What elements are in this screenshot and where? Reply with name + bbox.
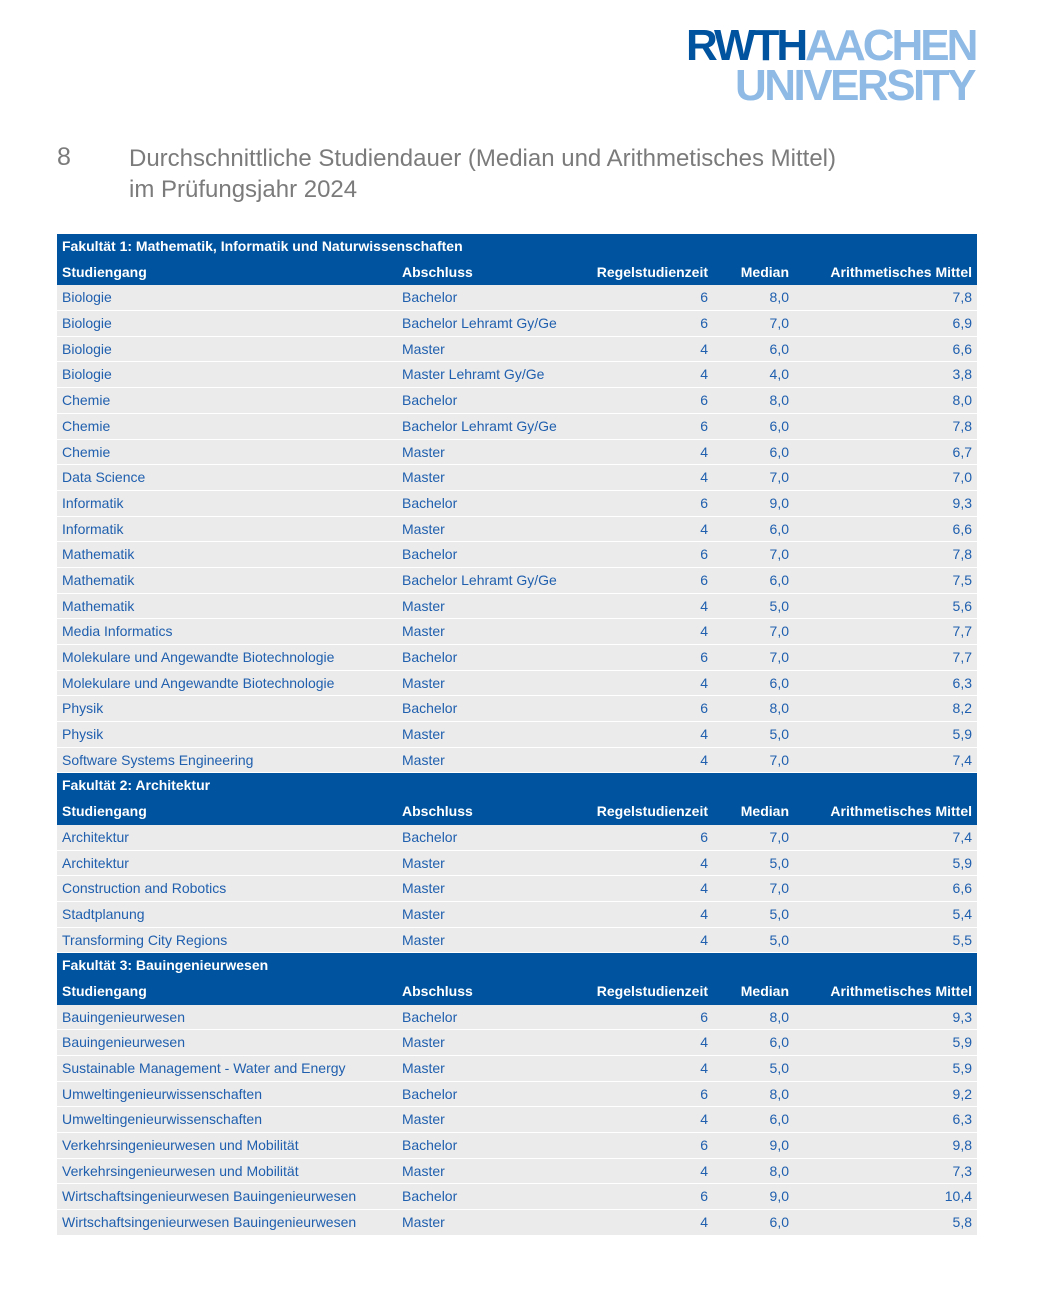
cell-regelstudienzeit: 6	[700, 1137, 708, 1154]
section-title	[129, 143, 929, 205]
cell-abschluss: Master	[402, 905, 445, 922]
cell-abschluss: Master	[402, 520, 445, 537]
cell-studiengang: Biologie	[62, 289, 112, 306]
cell-regelstudienzeit: 6	[700, 700, 708, 717]
cell-studiengang: Chemie	[62, 392, 111, 409]
cell-studiengang: Physik	[62, 726, 104, 743]
cell-median: 7,0	[769, 751, 789, 768]
table-row	[57, 517, 977, 543]
column-abschluss: Abschluss	[402, 263, 473, 280]
cell-studiengang: Chemie	[62, 417, 111, 434]
table-row	[57, 1030, 977, 1056]
cell-regelstudienzeit: 4	[700, 443, 708, 460]
cell-regelstudienzeit: 4	[700, 905, 708, 922]
cell-arithmetisches-mittel: 7,8	[952, 546, 972, 563]
cell-arithmetisches-mittel: 7,8	[952, 289, 972, 306]
column-header-row	[57, 799, 977, 825]
cell-abschluss: Master	[402, 1060, 445, 1076]
cell-studiengang: Verkehrsingenieurwesen und Mobilität	[62, 1162, 299, 1179]
section-title-line-1: Durchschnittliche Studiendauer (Median und Arithmetisches Mittel)	[129, 145, 837, 172]
table-row	[57, 1210, 977, 1236]
cell-arithmetisches-mittel: 5,9	[952, 1060, 972, 1076]
table-row	[57, 440, 977, 466]
faculty-header-row: Fakultät 2: Architektur	[57, 773, 977, 799]
cell-median: 5,0	[769, 726, 789, 743]
table-row	[57, 671, 977, 697]
cell-median: 9,0	[769, 1188, 789, 1205]
cell-studiengang: Chemie	[62, 443, 111, 460]
column-studiengang: Studiengang	[62, 263, 147, 280]
table-row	[57, 645, 977, 671]
table-row	[57, 1082, 977, 1108]
cell-arithmetisches-mittel: 7,3	[952, 1162, 972, 1179]
column-studiengang: Studiengang	[62, 982, 147, 999]
cell-studiengang: Data Science	[62, 469, 146, 486]
cell-studiengang: Bauingenieurwesen	[62, 1034, 185, 1051]
cell-studiengang: Media Informatics	[62, 623, 173, 640]
cell-abschluss: Master	[402, 1214, 445, 1231]
cell-arithmetisches-mittel: 6,3	[952, 1111, 972, 1128]
cell-arithmetisches-mittel: 7,8	[952, 417, 972, 434]
faculty-header-row: Fakultät 3: Bauingenieurwesen	[57, 953, 977, 979]
cell-regelstudienzeit: 4	[700, 1214, 708, 1231]
column-median: Median	[740, 263, 789, 280]
cell-median: 7,0	[769, 469, 789, 486]
cell-arithmetisches-mittel: 7,7	[952, 649, 972, 665]
cell-arithmetisches-mittel: 3,8	[952, 366, 972, 383]
cell-studiengang: Wirtschaftsingenieurwesen Bauingenieurwesen	[62, 1214, 357, 1231]
cell-studiengang: Sustainable Management - Water and Energy	[62, 1060, 346, 1076]
cell-studiengang: Architektur	[62, 854, 129, 871]
cell-regelstudienzeit: 6	[700, 828, 708, 845]
column-arithmetisches-mittel: Arithmetisches Mittel	[830, 803, 972, 820]
cell-abschluss: Master	[402, 469, 445, 486]
cell-regelstudienzeit: 4	[700, 854, 708, 871]
table-row	[57, 1184, 977, 1210]
cell-regelstudienzeit: 6	[700, 649, 708, 665]
cell-arithmetisches-mittel: 5,4	[952, 905, 972, 922]
cell-arithmetisches-mittel: 5,9	[952, 1034, 972, 1051]
cell-median: 7,0	[769, 546, 789, 563]
logo-line-1	[686, 21, 978, 70]
cell-median: 6,0	[769, 1214, 789, 1231]
cell-regelstudienzeit: 4	[700, 520, 708, 537]
cell-abschluss: Bachelor	[402, 700, 458, 717]
table-row	[57, 722, 977, 748]
cell-abschluss: Bachelor Lehramt Gy/Ge	[402, 417, 557, 434]
cell-arithmetisches-mittel: 5,9	[952, 726, 972, 743]
column-header-row	[57, 979, 977, 1005]
cell-studiengang: Mathematik	[62, 546, 135, 563]
cell-arithmetisches-mittel: 6,7	[952, 443, 972, 460]
cell-studiengang: Verkehrsingenieurwesen und Mobilität	[62, 1137, 299, 1154]
table-row	[57, 388, 977, 414]
cell-studiengang: Biologie	[62, 366, 112, 383]
cell-median: 6,0	[769, 340, 789, 357]
table-row	[57, 465, 977, 491]
cell-median: 6,0	[769, 443, 789, 460]
table-row	[57, 1107, 977, 1133]
logo-university: UNIVERSITY	[734, 61, 974, 110]
table-row	[57, 619, 977, 645]
column-median: Median	[740, 803, 789, 820]
table-row	[57, 876, 977, 902]
cell-abschluss: Master	[402, 340, 445, 357]
cell-median: 5,0	[769, 854, 789, 871]
cell-abschluss: Master Lehramt Gy/Ge	[402, 366, 545, 383]
cell-abschluss: Bachelor	[402, 494, 458, 511]
faculty-header-row: Fakultät 1: Mathematik, Informatik und Naturwissenschaften	[57, 234, 977, 260]
cell-studiengang: Mathematik	[62, 597, 135, 614]
cell-studiengang: Transforming City Regions	[62, 931, 228, 948]
cell-arithmetisches-mittel: 6,3	[952, 674, 972, 691]
cell-arithmetisches-mittel: 5,9	[952, 854, 972, 871]
cell-studiengang: Biologie	[62, 340, 112, 357]
table-row	[57, 568, 977, 594]
cell-median: 4,0	[769, 366, 789, 383]
table-row	[57, 825, 977, 851]
cell-arithmetisches-mittel: 6,6	[952, 340, 972, 357]
cell-studiengang: Architektur	[62, 828, 129, 845]
cell-arithmetisches-mittel: 5,6	[952, 597, 972, 614]
table-row	[57, 491, 977, 517]
cell-regelstudienzeit: 4	[700, 1060, 708, 1076]
cell-regelstudienzeit: 4	[700, 674, 708, 691]
cell-median: 9,0	[769, 1137, 789, 1154]
cell-regelstudienzeit: 4	[700, 1034, 708, 1051]
cell-abschluss: Bachelor Lehramt Gy/Ge	[402, 571, 557, 588]
table-row	[57, 696, 977, 722]
university-logo	[686, 21, 978, 110]
table-row	[57, 337, 977, 363]
table-row	[57, 414, 977, 440]
cell-abschluss: Master	[402, 597, 445, 614]
cell-median: 6,0	[769, 417, 789, 434]
cell-regelstudienzeit: 6	[700, 417, 708, 434]
column-regelstudienzeit: Regelstudienzeit	[596, 803, 708, 820]
cell-arithmetisches-mittel: 6,6	[952, 520, 972, 537]
cell-abschluss: Bachelor	[402, 1137, 458, 1154]
cell-median: 5,0	[769, 597, 789, 614]
cell-arithmetisches-mittel: 7,0	[952, 469, 972, 486]
cell-abschluss: Bachelor	[402, 1008, 458, 1025]
cell-abschluss: Bachelor	[402, 1085, 458, 1102]
cell-regelstudienzeit: 4	[700, 931, 708, 948]
cell-arithmetisches-mittel: 8,2	[952, 700, 972, 717]
cell-median: 6,0	[769, 520, 789, 537]
cell-median: 7,0	[769, 315, 789, 332]
cell-regelstudienzeit: 6	[700, 1188, 708, 1205]
cell-abschluss: Bachelor	[402, 1188, 458, 1205]
cell-studiengang: Wirtschaftsingenieurwesen Bauingenieurwesen	[62, 1188, 357, 1205]
column-arithmetisches-mittel: Arithmetisches Mittel	[830, 982, 972, 999]
cell-arithmetisches-mittel: 6,9	[952, 315, 972, 332]
cell-regelstudienzeit: 4	[700, 1111, 708, 1128]
cell-arithmetisches-mittel: 5,5	[952, 931, 972, 948]
cell-regelstudienzeit: 6	[700, 392, 708, 409]
cell-regelstudienzeit: 6	[700, 1008, 708, 1025]
cell-arithmetisches-mittel: 7,4	[952, 751, 972, 768]
cell-studiengang: Physik	[62, 700, 104, 717]
cell-regelstudienzeit: 4	[700, 880, 708, 897]
cell-median: 6,0	[769, 1034, 789, 1051]
cell-median: 8,0	[769, 1008, 789, 1025]
cell-median: 8,0	[769, 700, 789, 717]
section-number: 8	[57, 143, 71, 171]
column-abschluss: Abschluss	[402, 803, 473, 820]
table-row	[57, 851, 977, 877]
cell-regelstudienzeit: 4	[700, 597, 708, 614]
study-duration-table	[57, 234, 977, 1236]
cell-regelstudienzeit: 4	[700, 1162, 708, 1179]
column-regelstudienzeit: Regelstudienzeit	[596, 263, 708, 280]
cell-abschluss: Master	[402, 1111, 445, 1128]
cell-arithmetisches-mittel: 9,3	[952, 494, 972, 511]
cell-median: 7,0	[769, 623, 789, 640]
cell-regelstudienzeit: 6	[700, 546, 708, 563]
cell-median: 7,0	[769, 880, 789, 897]
cell-studiengang: Software Systems Engineering	[62, 751, 254, 768]
cell-studiengang: Informatik	[62, 494, 124, 511]
cell-studiengang: Bauingenieurwesen	[62, 1008, 185, 1025]
table-row	[57, 928, 977, 954]
table-row	[57, 594, 977, 620]
cell-regelstudienzeit: 4	[700, 623, 708, 640]
cell-abschluss: Bachelor	[402, 828, 458, 845]
cell-arithmetisches-mittel: 8,0	[952, 392, 972, 409]
table-row	[57, 1005, 977, 1031]
cell-median: 6,0	[769, 571, 789, 588]
table-row	[57, 902, 977, 928]
cell-regelstudienzeit: 6	[700, 289, 708, 306]
table-row	[57, 1159, 977, 1185]
cell-regelstudienzeit: 6	[700, 315, 708, 332]
cell-arithmetisches-mittel: 9,2	[952, 1085, 972, 1102]
cell-abschluss: Bachelor	[402, 289, 458, 306]
cell-median: 7,0	[769, 828, 789, 845]
cell-arithmetisches-mittel: 10,4	[944, 1188, 972, 1205]
cell-abschluss: Master	[402, 443, 445, 460]
cell-regelstudienzeit: 4	[700, 340, 708, 357]
cell-studiengang: Stadtplanung	[62, 905, 145, 922]
cell-abschluss: Master	[402, 623, 445, 640]
cell-abschluss: Master	[402, 1034, 445, 1051]
cell-studiengang: Molekulare und Angewandte Biotechnologie	[62, 674, 335, 691]
cell-abschluss: Bachelor	[402, 649, 458, 665]
table-row	[57, 285, 977, 311]
cell-abschluss: Master	[402, 854, 445, 871]
cell-abschluss: Master	[402, 931, 445, 948]
cell-abschluss: Master	[402, 751, 445, 768]
cell-arithmetisches-mittel: 6,6	[952, 880, 972, 897]
logo-aachen: AACHEN	[805, 21, 976, 70]
table-row	[57, 311, 977, 337]
cell-arithmetisches-mittel: 7,4	[952, 828, 972, 845]
cell-median: 5,0	[769, 1060, 789, 1076]
cell-median: 5,0	[769, 931, 789, 948]
cell-arithmetisches-mittel: 9,8	[952, 1137, 972, 1154]
cell-median: 9,0	[769, 494, 789, 511]
cell-studiengang: Umweltingenieurwissenschaften	[62, 1111, 262, 1128]
table-row	[57, 542, 977, 568]
cell-regelstudienzeit: 4	[700, 726, 708, 743]
cell-arithmetisches-mittel: 5,8	[952, 1214, 972, 1231]
cell-abschluss: Master	[402, 1162, 445, 1179]
cell-median: 8,0	[769, 392, 789, 409]
cell-median: 7,0	[769, 649, 789, 665]
cell-studiengang: Umweltingenieurwissenschaften	[62, 1085, 262, 1102]
cell-arithmetisches-mittel: 9,3	[952, 1008, 972, 1025]
cell-regelstudienzeit: 6	[700, 1085, 708, 1102]
table-row	[57, 1133, 977, 1159]
column-abschluss: Abschluss	[402, 982, 473, 999]
cell-median: 8,0	[769, 1162, 789, 1179]
cell-abschluss: Bachelor	[402, 546, 458, 563]
cell-median: 5,0	[769, 905, 789, 922]
cell-abschluss: Master	[402, 674, 445, 691]
cell-arithmetisches-mittel: 7,5	[952, 571, 972, 588]
section-title-line-2: im Prüfungsjahr 2024	[129, 176, 358, 203]
cell-arithmetisches-mittel: 7,7	[952, 623, 972, 640]
cell-studiengang: Construction and Robotics	[62, 880, 227, 897]
cell-regelstudienzeit: 4	[700, 469, 708, 486]
column-header-row	[57, 260, 977, 286]
cell-studiengang: Molekulare und Angewandte Biotechnologie	[62, 649, 335, 665]
cell-studiengang: Mathematik	[62, 571, 135, 588]
column-regelstudienzeit: Regelstudienzeit	[596, 982, 708, 999]
cell-median: 6,0	[769, 674, 789, 691]
table-row	[57, 1056, 977, 1082]
cell-regelstudienzeit: 4	[700, 366, 708, 383]
cell-abschluss: Master	[402, 726, 445, 743]
cell-abschluss: Master	[402, 880, 445, 897]
column-arithmetisches-mittel: Arithmetisches Mittel	[830, 263, 972, 280]
column-median: Median	[740, 982, 789, 999]
table-row	[57, 748, 977, 774]
cell-median: 8,0	[769, 289, 789, 306]
cell-studiengang: Biologie	[62, 315, 112, 332]
cell-regelstudienzeit: 6	[700, 571, 708, 588]
logo-rwth: RWTH	[686, 21, 806, 70]
cell-median: 8,0	[769, 1085, 789, 1102]
table-row	[57, 362, 977, 388]
cell-abschluss: Bachelor	[402, 392, 458, 409]
cell-studiengang: Informatik	[62, 520, 124, 537]
column-studiengang: Studiengang	[62, 803, 147, 820]
cell-regelstudienzeit: 4	[700, 751, 708, 768]
cell-median: 6,0	[769, 1111, 789, 1128]
cell-regelstudienzeit: 6	[700, 494, 708, 511]
cell-abschluss: Bachelor Lehramt Gy/Ge	[402, 315, 557, 332]
